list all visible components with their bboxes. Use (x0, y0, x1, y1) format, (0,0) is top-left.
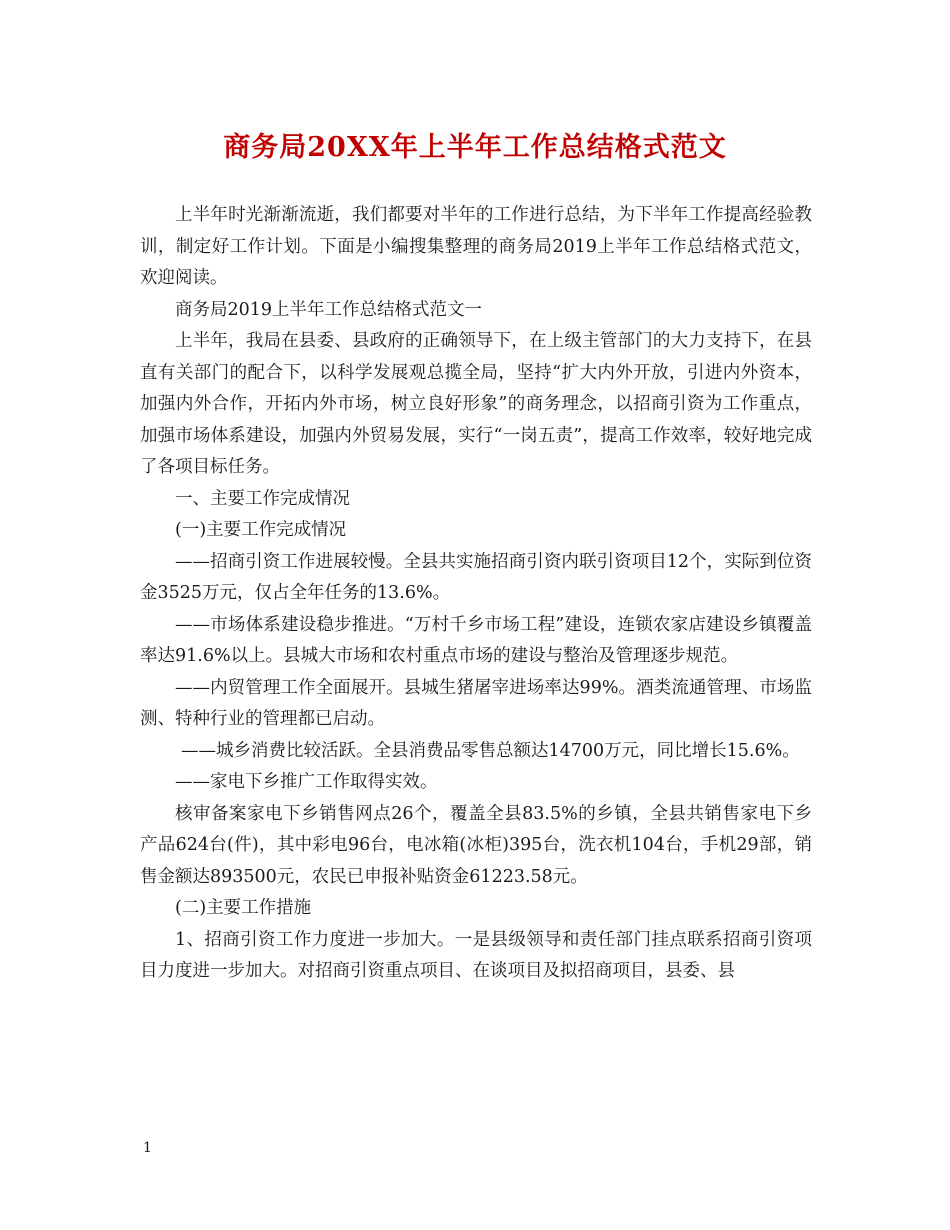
paragraph-appliance-sales: 核审备案家电下乡销售网点26个，覆盖全县83.5%的乡镇，全县共销售家电下乡产品624台(件)，其中彩电96台，电冰箱(冰柜)395台，洗衣机104台，手机29部，销售金额达893500元，农民已申报补贴资金61223.58元。 (140, 803, 812, 887)
document-title: 商务局20XX年上半年工作总结格式范文 (223, 132, 727, 163)
subsection-heading-2: (二)主要工作措施 (175, 898, 312, 918)
paragraph-measures: 1、招商引资工作力度进一步加大。一是县级领导和责任部门挂点联系招商引资项目力度进一步加大。对招商引资重点项目、在谈项目及拟招商项目，县委、县 (140, 929, 812, 981)
paragraph-consumption: ——城乡消费比较活跃。全县消费品零售总额达14700万元，同比增长15.6%。 (181, 740, 800, 761)
paragraph-market-system: ——市场体系建设稳步推进。“万村千乡市场工程”建设，连锁农家店建设乡镇覆盖率达91.6%以上。县城大市场和农村重点市场的建设与整治及管理逐步规范。 (140, 614, 812, 666)
paragraph-overview: 上半年，我局在县委、县政府的正确领导下，在上级主管部门的大力支持下，在县直有关部门的配合下，以科学发展观总揽全局，坚持“扩大内外开放，引进内外资本，加强内外合作，开拓内外市场，树立良好形象”的商务理念，以招商引资为工作重点，加强市场体系建设，加强内外贸易发展，实行“一岗五责”，提高工作效率，较好地完成了各项目标任务。 (140, 331, 812, 477)
subsection-heading-1: (一)主要工作完成情况 (175, 520, 347, 540)
section-heading-1: 一、主要工作完成情况 (175, 488, 350, 509)
paragraph-intro: 上半年时光渐渐流逝，我们都要对半年的工作进行总结，为下半年工作提高经验教训，制定好工作计划。下面是小编搜集整理的商务局2019上半年工作总结格式范文，欢迎阅读。 (140, 205, 812, 288)
page-number: 1 (143, 1140, 152, 1156)
paragraph-domestic-trade: ——内贸管理工作全面展开。县城生猪屠宰进场率达99%。酒类流通管理、市场监测、特种行业的管理都已启动。 (140, 677, 812, 729)
document-body (140, 200, 812, 988)
paragraph-appliances: ——家电下乡推广工作取得实效。 (175, 772, 438, 792)
paragraph-subtitle: 商务局2019上半年工作总结格式范文一 (175, 299, 483, 320)
paragraph-investment: ——招商引资工作进展较慢。全县共实施招商引资内联引资项目12个，实际到位资金3525万元，仅占全年任务的13.6%。 (140, 551, 812, 603)
